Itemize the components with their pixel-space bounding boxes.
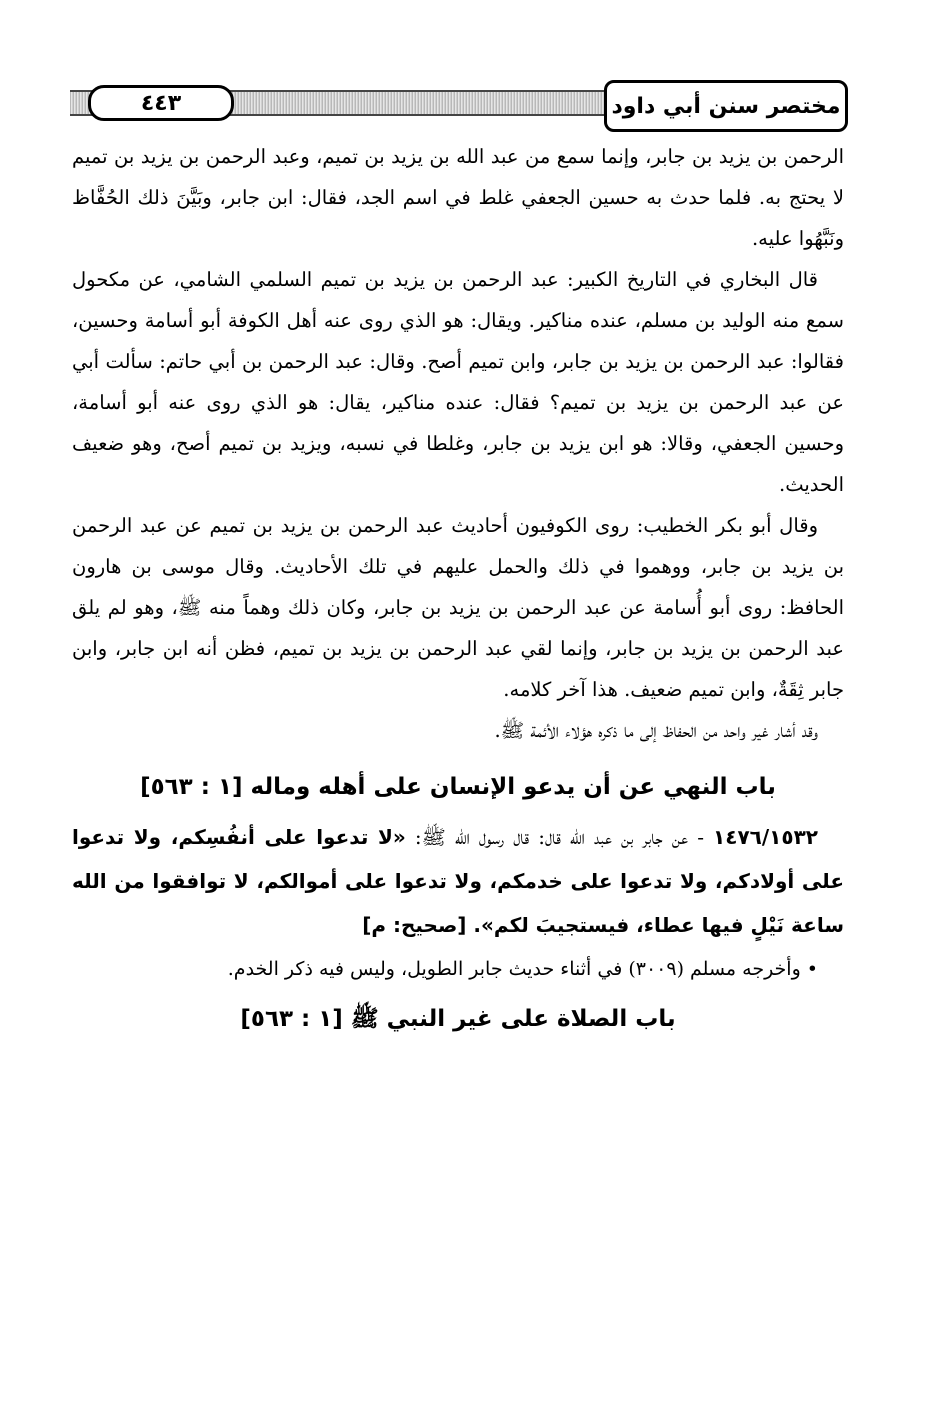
hadith-number: ١٤٧٦/١٥٣٢ <box>713 825 818 849</box>
paragraph-conclusion: وقد أشار غير واحد من الحفاظ إلى ما ذكره هؤلاء الأئمة ﷺ. <box>494 719 818 742</box>
hadith-intro: - عن جابر بن عبد الله قال: قال رسول الله ﷺ: <box>405 825 714 849</box>
takhrij-note: • وأخرجه مسلم (٣٠٠٩) في أثناء حديث جابر الطويل، وليس فيه ذكر الخدم. <box>227 958 818 980</box>
paragraph-bukhari: قال البخاري في التاريخ الكبير: عبد الرحمن بن يزيد بن تميم السلمي الشامي، عن مكحول سمع منه الوليد بن مسلم، عنده مناكير. ويقال: هو الذي روى عنه أهل الكوفة أبو أسامة وحسين، فقالوا: عبد الرحمن بن يزيد بن جابر، وابن تميم أصح. وقال: عبد الرحمن بن أبي حاتم: سألت أبي عن عبد الرحمن بن يزيد بن تميم؟ فقال: عنده مناكير، يقال: هو الذي روى عنه أبو أسامة، وحسين الجعفي، وقالا: هو ابن يزيد بن جابر، وغلطا في نسبه، ويزيد بن تميم أصح، وهو ضعيف الحديث. <box>72 268 844 496</box>
hadith-text: «لا تدعوا على أنفُسِكم، ولا تدعوا على أولادكم، ولا تدعوا على خدمكم، ولا تدعوا على أموالكم، لا توافقوا من الله ساعة نَيْلٍ فيها عطاء، فيستجيبَ لكم». [صحيح: م] <box>72 825 844 937</box>
chapter-heading-next: باب الصلاة على غير النبي ﷺ [١ : ٥٦٣] <box>240 1006 676 1032</box>
hadith-block <box>72 815 844 947</box>
page-body <box>72 136 844 1039</box>
page-number: ٤٤٣ <box>88 85 234 121</box>
paragraph-khatib: وقال أبو بكر الخطيب: روى الكوفيون أحاديث عبد الرحمن بن يزيد بن تميم عن عبد الرحمن بن يزيد بن جابر، ووهموا في ذلك والحمل عليهم في تلك الأحاديث. وقال موسى بن هارون الحافظ: روى أبو أُسامة عن عبد الرحمن بن يزيد بن جابر، وكان ذلك وهماً منه ﷺ، وهو لم يلق عبد الرحمن بن يزيد بن جابر، وإنما لقي عبد الرحمن بن يزيد بن تميم، فظن أنه ابن جابر، وابن جابر ثِقَةٌ، وابن تميم ضعيف. هذا آخر كلامه. <box>72 514 844 701</box>
page-header <box>70 82 848 130</box>
paragraph-continuation: الرحمن بن يزيد بن جابر، وإنما سمع من عبد الله بن يزيد بن تميم، وعبد الرحمن بن يزيد بن تميم لا يحتج به. فلما حدث به حسين الجعفي غلط في اسم الجد، فقال: ابن جابر، وبَيَّنَ ذلك الحُفَّاظ ونَبَّهُوا عليه. <box>72 145 844 250</box>
chapter-heading: باب النهي عن أن يدعو الإنسان على أهله وماله [١ : ٥٦٣] <box>140 774 776 800</box>
book-title: مختصر سنن أبي داود <box>604 80 848 132</box>
